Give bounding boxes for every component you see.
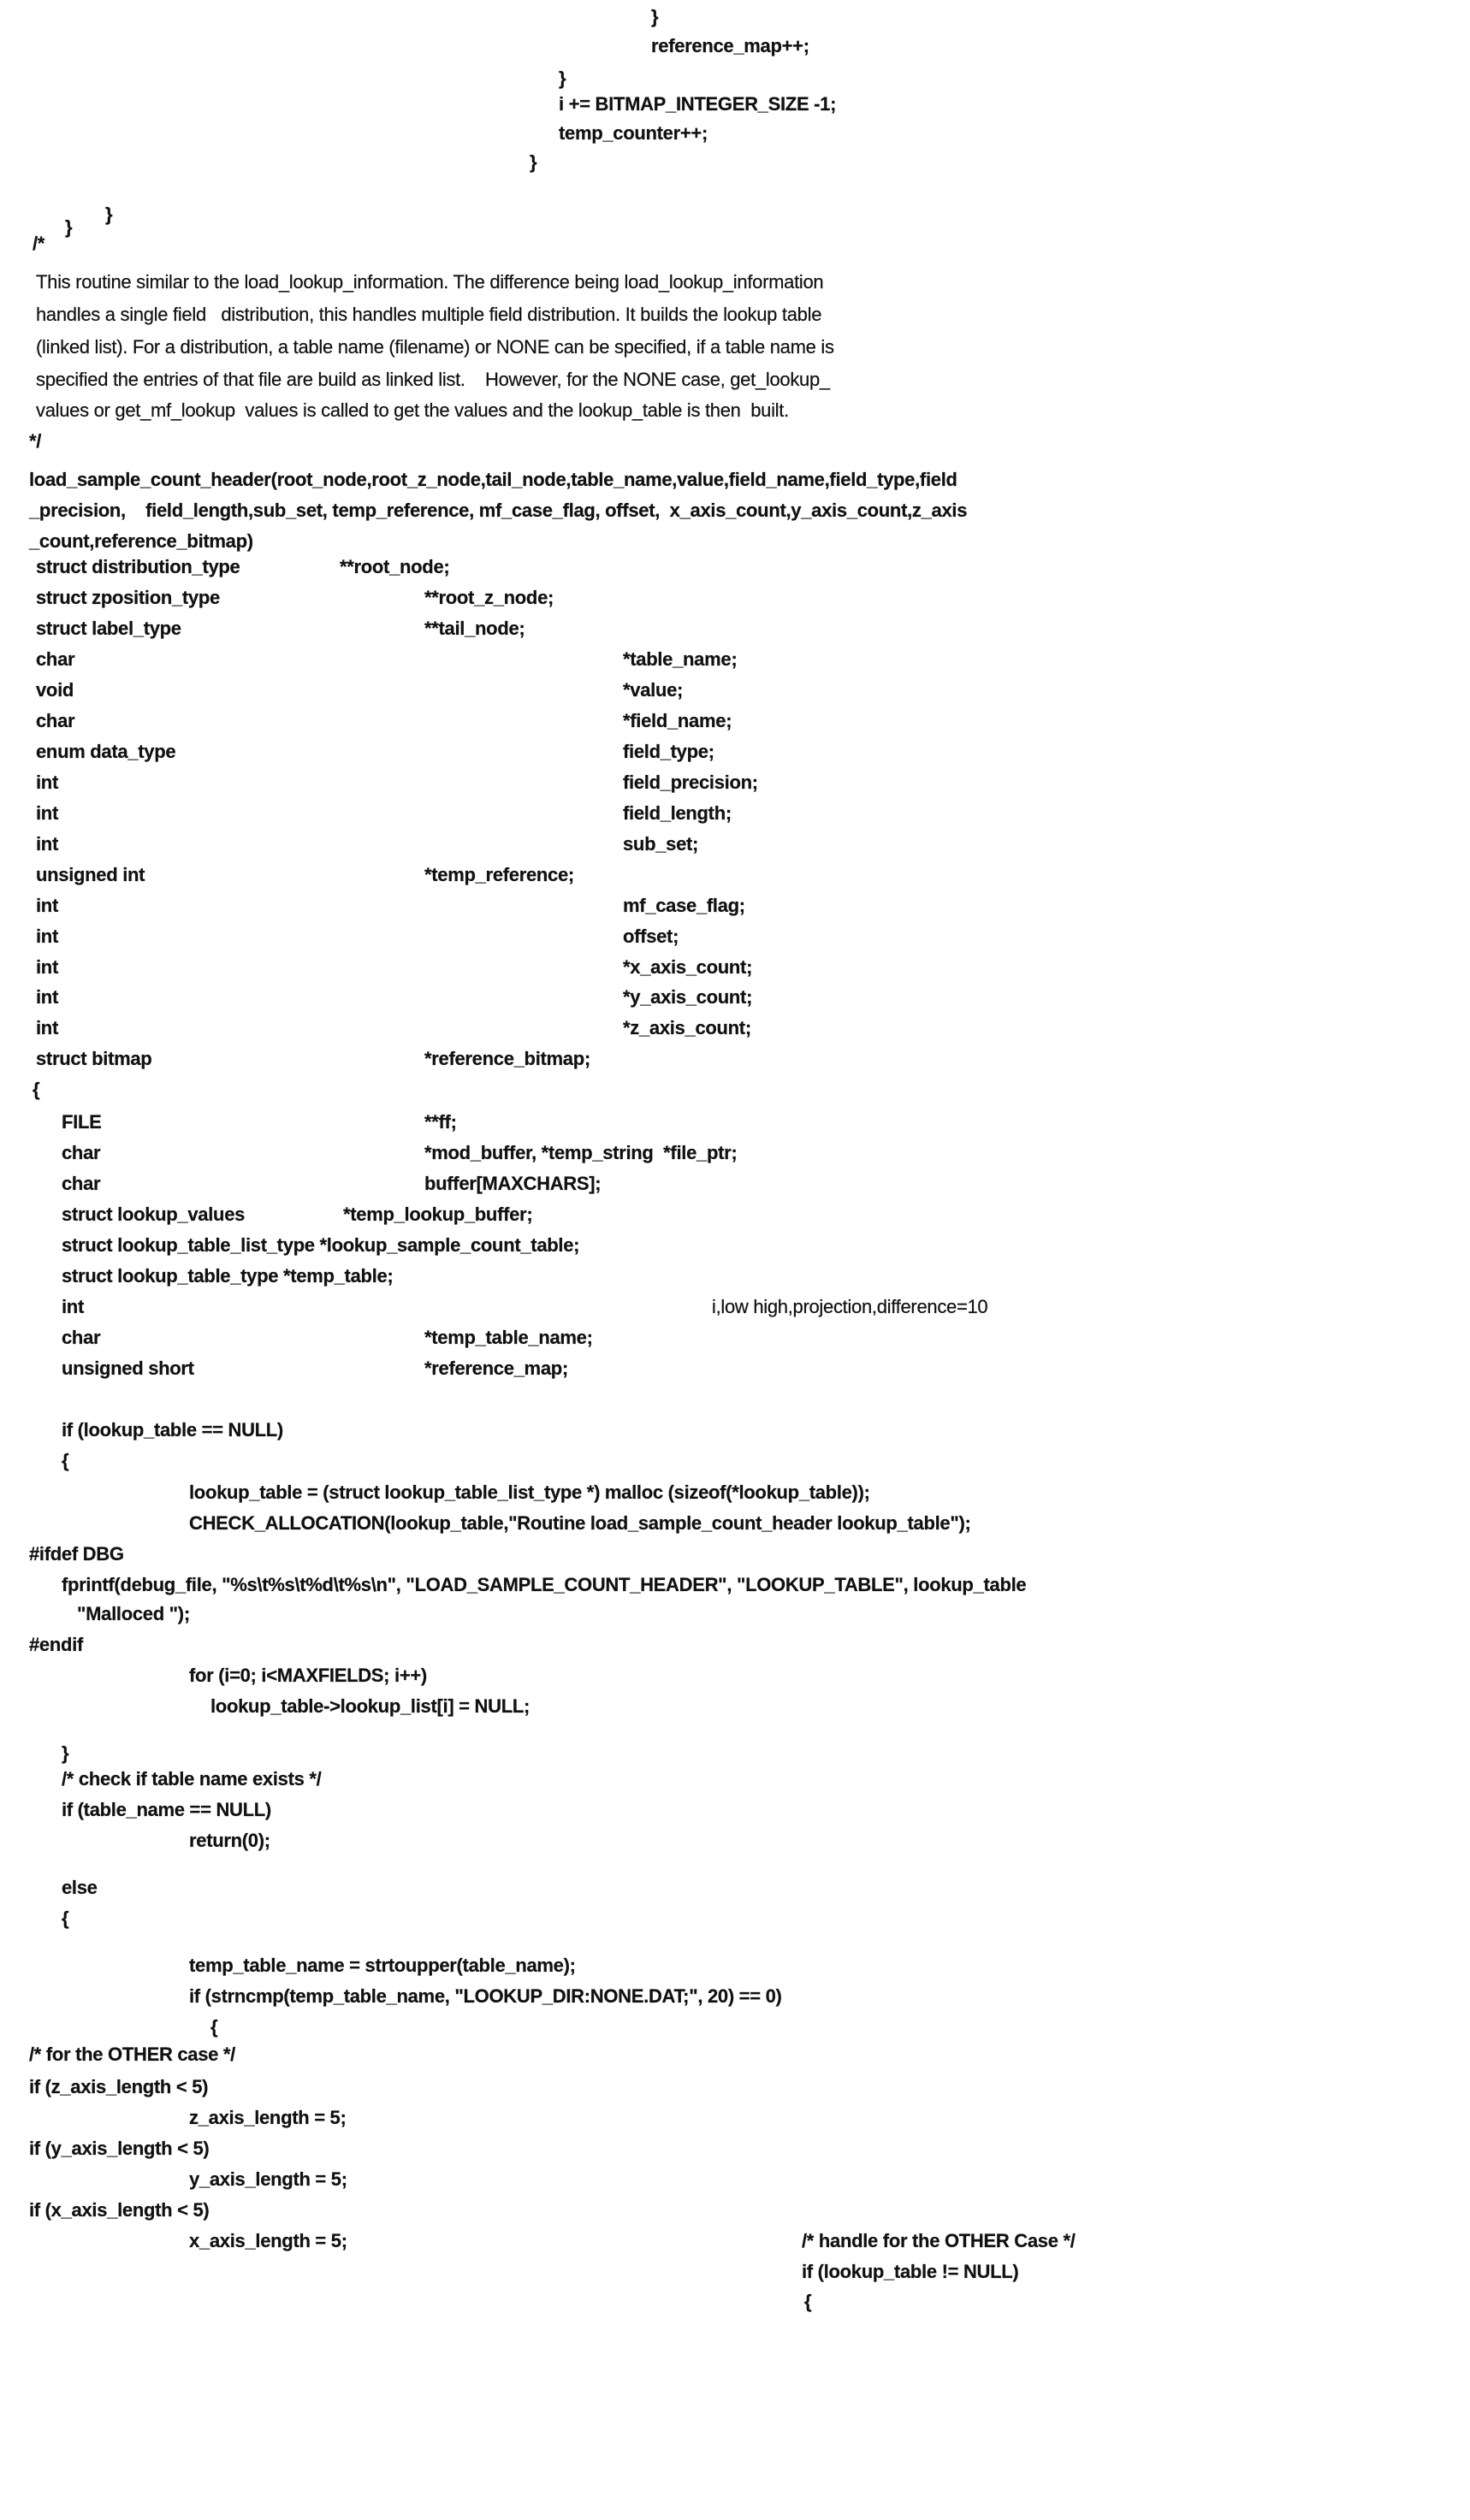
- code-line: if (table_name == NULL): [62, 1799, 271, 1821]
- param-name: **tail_node;: [424, 618, 525, 640]
- param-type: int: [36, 926, 58, 948]
- local-name: buffer[MAXCHARS];: [424, 1173, 601, 1195]
- param-name: field_precision;: [623, 772, 758, 794]
- code-line: CHECK_ALLOCATION(lookup_table,"Routine load_sample_count_header lookup_table");: [189, 1512, 971, 1535]
- param-name: mf_case_flag;: [623, 895, 745, 917]
- param-type: struct zposition_type: [36, 587, 220, 609]
- code-line: if (x_axis_length < 5): [29, 2199, 209, 2221]
- code-line: if (lookup_table == NULL): [62, 1419, 283, 1441]
- param-type: char: [36, 648, 74, 671]
- local-name: *mod_buffer, *temp_string *file_ptr;: [424, 1142, 737, 1164]
- param-type: struct label_type: [36, 618, 181, 640]
- param-type: struct bitmap: [36, 1048, 151, 1070]
- param-type: enum data_type: [36, 741, 175, 763]
- signature-line: load_sample_count_header(root_node,root_z_node,tail_node,table_name,value,field_name,field_type,field: [29, 469, 957, 491]
- code-line: z_axis_length = 5;: [189, 2107, 347, 2129]
- param-type: char: [36, 710, 74, 732]
- comment-line: values or get_mf_lookup values is called to get the values and the lookup_table is then built.: [36, 399, 789, 422]
- param-type: int: [36, 986, 58, 1009]
- code-line: if (strncmp(temp_table_name, "LOOKUP_DIR:NONE.DAT;", 20) == 0): [189, 1985, 782, 2008]
- param-name: field_length;: [623, 802, 732, 825]
- local-type: FILE: [62, 1111, 101, 1133]
- signature-line: _precision, field_length,sub_set, temp_reference, mf_case_flag, offset, x_axis_count,y_axis_count,z_axis: [29, 500, 967, 522]
- param-type: unsigned int: [36, 864, 145, 886]
- param-name: offset;: [623, 926, 679, 948]
- code-line: reference_map++;: [651, 35, 809, 57]
- local-type: char: [62, 1173, 100, 1195]
- code-line: }: [105, 204, 112, 226]
- code-line: if (y_axis_length < 5): [29, 2138, 209, 2160]
- param-type: int: [36, 1017, 58, 1039]
- code-line: return(0);: [189, 1830, 270, 1852]
- local-name: *temp_table_name;: [424, 1327, 593, 1349]
- code-line: if (lookup_table != NULL): [802, 2261, 1018, 2283]
- code-line: #endif: [29, 1634, 83, 1656]
- code-line: lookup_table->lookup_list[i] = NULL;: [210, 1695, 530, 1718]
- code-line: }: [62, 1742, 68, 1765]
- signature-line: _count,reference_bitmap): [29, 530, 253, 553]
- local-type: char: [62, 1327, 100, 1349]
- param-name: *x_axis_count;: [623, 956, 752, 979]
- local-name: *reference_map;: [424, 1358, 568, 1380]
- param-name: *field_name;: [623, 710, 732, 732]
- code-line: temp_table_name = strtoupper(table_name);: [189, 1955, 576, 1977]
- comment-close: */: [29, 430, 41, 453]
- code-line: "Malloced ");: [77, 1603, 190, 1625]
- local-type: int: [62, 1296, 84, 1318]
- code-line: temp_counter++;: [559, 122, 708, 145]
- local-type: struct lookup_table_type *temp_table;: [62, 1265, 393, 1287]
- code-line: {: [804, 2291, 811, 2313]
- param-name: *y_axis_count;: [623, 986, 752, 1009]
- local-name: **ff;: [424, 1111, 457, 1133]
- code-line: }: [530, 151, 536, 174]
- comment-line: This routine similar to the load_lookup_information. The difference being load_lookup_information: [36, 271, 823, 293]
- param-type: int: [36, 772, 58, 794]
- code-line: /* handle for the OTHER Case */: [802, 2230, 1076, 2252]
- param-type: int: [36, 956, 58, 979]
- param-name: *temp_reference;: [424, 864, 574, 886]
- param-name: *value;: [623, 679, 683, 701]
- code-line: lookup_table = (struct lookup_table_list_type *) malloc (sizeof(*lookup_table));: [189, 1482, 870, 1504]
- code-line: for (i=0; i<MAXFIELDS; i++): [189, 1665, 427, 1687]
- comment-open: /*: [33, 233, 44, 255]
- code-line: if (z_axis_length < 5): [29, 2076, 208, 2098]
- local-name: *temp_lookup_buffer;: [343, 1204, 532, 1226]
- comment-line: (linked list). For a distribution, a table name (filename) or NONE can be specified, if a table name is: [36, 336, 834, 358]
- param-name: field_type;: [623, 741, 714, 763]
- code-line: {: [210, 2016, 217, 2038]
- param-type: struct distribution_type: [36, 556, 240, 578]
- comment-line: specified the entries of that file are build as linked list. However, for the NONE case, get_lookup_: [36, 369, 830, 391]
- code-line: /* for the OTHER case */: [29, 2044, 235, 2066]
- local-type: char: [62, 1142, 100, 1164]
- param-type: int: [36, 833, 58, 855]
- code-line: }: [65, 216, 72, 239]
- code-line: x_axis_length = 5;: [189, 2230, 347, 2252]
- code-line: else: [62, 1877, 98, 1899]
- local-type: unsigned short: [62, 1358, 194, 1380]
- code-line: {: [62, 1908, 68, 1930]
- code-line: #ifdef DBG: [29, 1543, 124, 1565]
- local-type: struct lookup_table_list_type *lookup_sample_count_table;: [62, 1234, 579, 1257]
- param-name: sub_set;: [623, 833, 698, 855]
- comment-line: handles a single field distribution, this handles multiple field distribution. It builds the lookup table: [36, 304, 821, 326]
- param-type: int: [36, 802, 58, 825]
- code-line: /* check if table name exists */: [62, 1768, 321, 1790]
- param-name: *table_name;: [623, 648, 737, 671]
- open-brace: {: [33, 1079, 39, 1101]
- code-line: {: [62, 1450, 68, 1472]
- param-name: *reference_bitmap;: [424, 1048, 590, 1070]
- code-line: i += BITMAP_INTEGER_SIZE -1;: [559, 93, 836, 115]
- local-type: struct lookup_values: [62, 1204, 245, 1226]
- param-name: *z_axis_count;: [623, 1017, 751, 1039]
- local-name: i,low high,projection,difference=10: [712, 1296, 987, 1318]
- param-name: **root_z_node;: [424, 587, 554, 609]
- param-type: int: [36, 895, 58, 917]
- code-line: }: [651, 6, 658, 28]
- param-type: void: [36, 679, 74, 701]
- code-line: y_axis_length = 5;: [189, 2168, 347, 2191]
- code-line: fprintf(debug_file, "%s\t%s\t%d\t%s\n", "LOAD_SAMPLE_COUNT_HEADER", "LOOKUP_TABLE", lookup_table: [62, 1574, 1026, 1596]
- code-line: }: [559, 68, 566, 90]
- param-name: **root_node;: [340, 556, 449, 578]
